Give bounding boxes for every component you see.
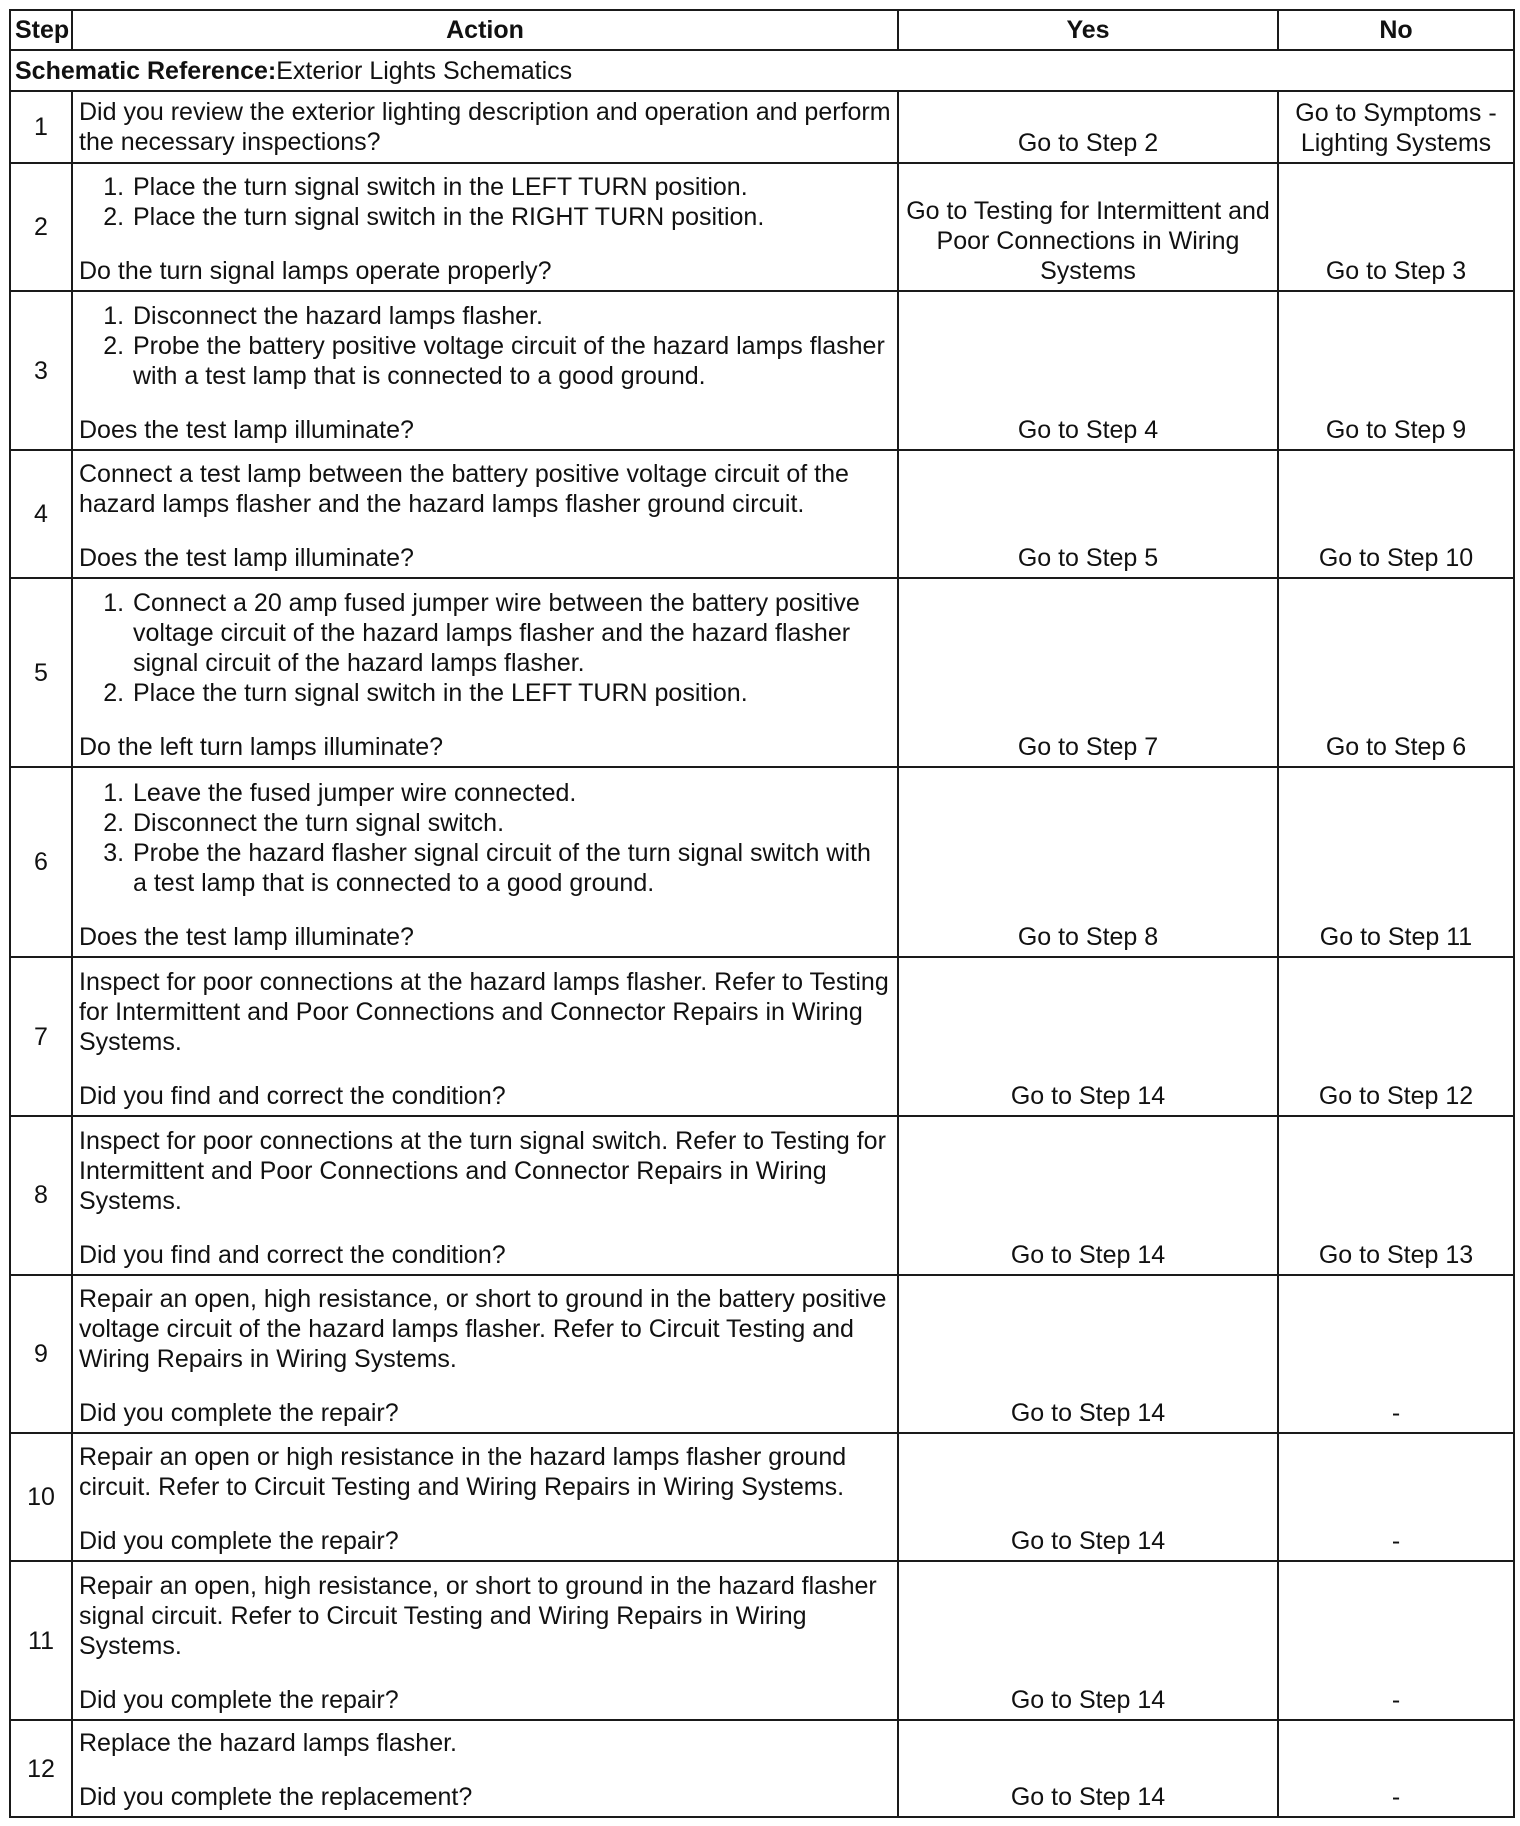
no-result: Go to Step 11 bbox=[1278, 767, 1514, 957]
action-step-item: 1. Leave the fused jumper wire connected. bbox=[131, 778, 891, 808]
table-row bbox=[10, 91, 1514, 163]
action-steps-list bbox=[79, 778, 891, 898]
action-question: Do the left turn lamps illuminate? bbox=[79, 733, 444, 762]
yes-result: Go to Step 14 bbox=[898, 1116, 1278, 1275]
spacer bbox=[79, 1661, 891, 1685]
header-row bbox=[10, 10, 1514, 50]
table-row bbox=[10, 1433, 1514, 1561]
yes-result: Go to Step 4 bbox=[898, 291, 1278, 450]
action-cell bbox=[72, 957, 898, 1116]
action-cell bbox=[72, 163, 898, 291]
action-question: Does the test lamp illuminate? bbox=[79, 415, 414, 444]
yes-result: Go to Step 2 bbox=[898, 91, 1278, 163]
action-question: Did you complete the repair? bbox=[79, 1399, 399, 1428]
action-steps-list bbox=[79, 588, 891, 708]
action-text: Connect a test lamp between the battery positive voltage circuit of the hazard lamps flasher and the hazard lamps flasher ground circuit. bbox=[79, 459, 849, 518]
spacer bbox=[79, 708, 891, 732]
schematic-reference-row bbox=[10, 50, 1514, 91]
no-result: Go to Symptoms - Lighting Systems bbox=[1278, 91, 1514, 163]
step-number: 5 bbox=[10, 578, 72, 768]
table-row bbox=[10, 163, 1514, 291]
step-number: 4 bbox=[10, 450, 72, 578]
table-row bbox=[10, 291, 1514, 450]
action-text: Repair an open or high resistance in the hazard lamps flasher ground circuit. Refer to Circuit Testing and Wiring Repairs in Wiring Systems. bbox=[79, 1443, 847, 1502]
table-row bbox=[10, 767, 1514, 957]
yes-result: Go to Step 14 bbox=[898, 957, 1278, 1116]
spacer bbox=[79, 898, 891, 922]
no-result: Go to Step 9 bbox=[1278, 291, 1514, 450]
action-question: Did you find and correct the condition? bbox=[79, 1240, 506, 1269]
diagnostic-table bbox=[9, 9, 1515, 1818]
step-number: 11 bbox=[10, 1561, 72, 1720]
action-step-item: 1. Place the turn signal switch in the LEFT TURN position. bbox=[131, 172, 891, 202]
table-row bbox=[10, 957, 1514, 1116]
action-text: Did you review the exterior lighting description and operation and perform the necessary inspections? bbox=[79, 98, 891, 157]
spacer bbox=[79, 1502, 891, 1526]
yes-result: Go to Step 14 bbox=[898, 1433, 1278, 1561]
schematic-reference bbox=[10, 50, 1514, 91]
spacer bbox=[79, 1216, 891, 1240]
action-step-item: 3. Probe the hazard flasher signal circuit of the turn signal switch with a test lamp that is connected to a good ground. bbox=[131, 838, 891, 898]
action-step-item: 2. Probe the battery positive voltage circuit of the hazard lamps flasher with a test lamp that is connected to a good ground. bbox=[131, 331, 891, 391]
action-step-item: 2. Disconnect the turn signal switch. bbox=[131, 808, 891, 838]
no-result: Go to Step 3 bbox=[1278, 163, 1514, 291]
step-number: 6 bbox=[10, 767, 72, 957]
action-text: Repair an open, high resistance, or short to ground in the hazard flasher signal circuit. Refer to Circuit Testing and Wiring Repairs in Wiring Systems. bbox=[79, 1572, 877, 1660]
table-row bbox=[10, 1720, 1514, 1817]
spacer bbox=[79, 1374, 891, 1398]
step-number: 10 bbox=[10, 1433, 72, 1561]
step-number: 9 bbox=[10, 1275, 72, 1434]
spacer bbox=[79, 232, 891, 256]
step-number: 3 bbox=[10, 291, 72, 450]
action-question: Did you complete the replacement? bbox=[79, 1783, 473, 1811]
header-action: Action bbox=[72, 10, 898, 50]
table-row bbox=[10, 578, 1514, 768]
action-text: Inspect for poor connections at the hazard lamps flasher. Refer to Testing for Intermittent and Poor Connections and Connector Repairs in Wiring Systems. bbox=[79, 967, 889, 1056]
no-result: - bbox=[1278, 1275, 1514, 1434]
table-row bbox=[10, 1116, 1514, 1275]
yes-result: Go to Step 14 bbox=[898, 1720, 1278, 1817]
yes-result: Go to Step 5 bbox=[898, 450, 1278, 578]
action-cell bbox=[72, 450, 898, 578]
action-question: Do the turn signal lamps operate properly? bbox=[79, 257, 552, 286]
action-text: Inspect for poor connections at the turn signal switch. Refer to Testing for Intermittent and Poor Connections and Connector Repairs in Wiring Systems. bbox=[79, 1126, 886, 1215]
header-yes: Yes bbox=[898, 10, 1278, 50]
action-question: Did you complete the repair? bbox=[79, 1686, 399, 1714]
action-question: Did you complete the repair? bbox=[79, 1527, 399, 1556]
action-text: Repair an open, high resistance, or short to ground in the battery positive voltage circuit of the hazard lamps flasher. Refer to Circuit Testing and Wiring Repairs in Wiring Systems. bbox=[79, 1285, 887, 1374]
action-steps-list bbox=[79, 172, 891, 232]
action-question: Does the test lamp illuminate? bbox=[79, 543, 414, 572]
action-cell bbox=[72, 1116, 898, 1275]
action-step-item: 2. Place the turn signal switch in the RIGHT TURN position. bbox=[131, 202, 891, 232]
no-result: Go to Step 10 bbox=[1278, 450, 1514, 578]
action-step-item: 2. Place the turn signal switch in the LEFT TURN position. bbox=[131, 678, 891, 708]
action-cell bbox=[72, 1561, 898, 1720]
no-result: - bbox=[1278, 1433, 1514, 1561]
spacer bbox=[79, 1057, 891, 1081]
no-result: - bbox=[1278, 1720, 1514, 1817]
action-cell bbox=[72, 91, 898, 163]
action-step-item: 1. Connect a 20 amp fused jumper wire between the battery positive voltage circuit of the hazard lamps flasher and the hazard flasher signal circuit of the hazard lamps flasher. bbox=[131, 588, 891, 678]
yes-result: Go to Step 14 bbox=[898, 1561, 1278, 1720]
action-question: Does the test lamp illuminate? bbox=[79, 923, 414, 952]
yes-result: Go to Step 7 bbox=[898, 578, 1278, 768]
table-row bbox=[10, 450, 1514, 578]
header-step: Step bbox=[10, 10, 72, 50]
spacer bbox=[79, 519, 891, 543]
no-result: - bbox=[1278, 1561, 1514, 1720]
no-result: Go to Step 12 bbox=[1278, 957, 1514, 1116]
yes-result: Go to Step 14 bbox=[898, 1275, 1278, 1434]
table-row bbox=[10, 1561, 1514, 1720]
schematic-reference-value: Exterior Lights Schematics bbox=[276, 56, 573, 85]
action-text: Replace the hazard lamps flasher. bbox=[79, 1729, 457, 1757]
no-result: Go to Step 6 bbox=[1278, 578, 1514, 768]
yes-result: Go to Testing for Intermittent and Poor Connections in Wiring Systems bbox=[898, 163, 1278, 291]
schematic-reference-label: Schematic Reference: bbox=[15, 56, 277, 85]
step-number: 12 bbox=[10, 1720, 72, 1817]
header-no: No bbox=[1278, 10, 1514, 50]
action-steps-list bbox=[79, 301, 891, 391]
no-result: Go to Step 13 bbox=[1278, 1116, 1514, 1275]
action-cell bbox=[72, 1275, 898, 1434]
step-number: 1 bbox=[10, 91, 72, 163]
spacer bbox=[79, 1758, 891, 1782]
step-number: 2 bbox=[10, 163, 72, 291]
action-cell bbox=[72, 1720, 898, 1817]
action-question: Did you find and correct the condition? bbox=[79, 1081, 506, 1110]
yes-result: Go to Step 8 bbox=[898, 767, 1278, 957]
action-cell bbox=[72, 291, 898, 450]
diagnostic-table-container bbox=[9, 9, 1513, 1818]
step-number: 8 bbox=[10, 1116, 72, 1275]
table-row bbox=[10, 1275, 1514, 1434]
step-number: 7 bbox=[10, 957, 72, 1116]
action-step-item: 1. Disconnect the hazard lamps flasher. bbox=[131, 301, 891, 331]
action-cell bbox=[72, 578, 898, 768]
spacer bbox=[79, 391, 891, 415]
action-cell bbox=[72, 767, 898, 957]
action-cell bbox=[72, 1433, 898, 1561]
